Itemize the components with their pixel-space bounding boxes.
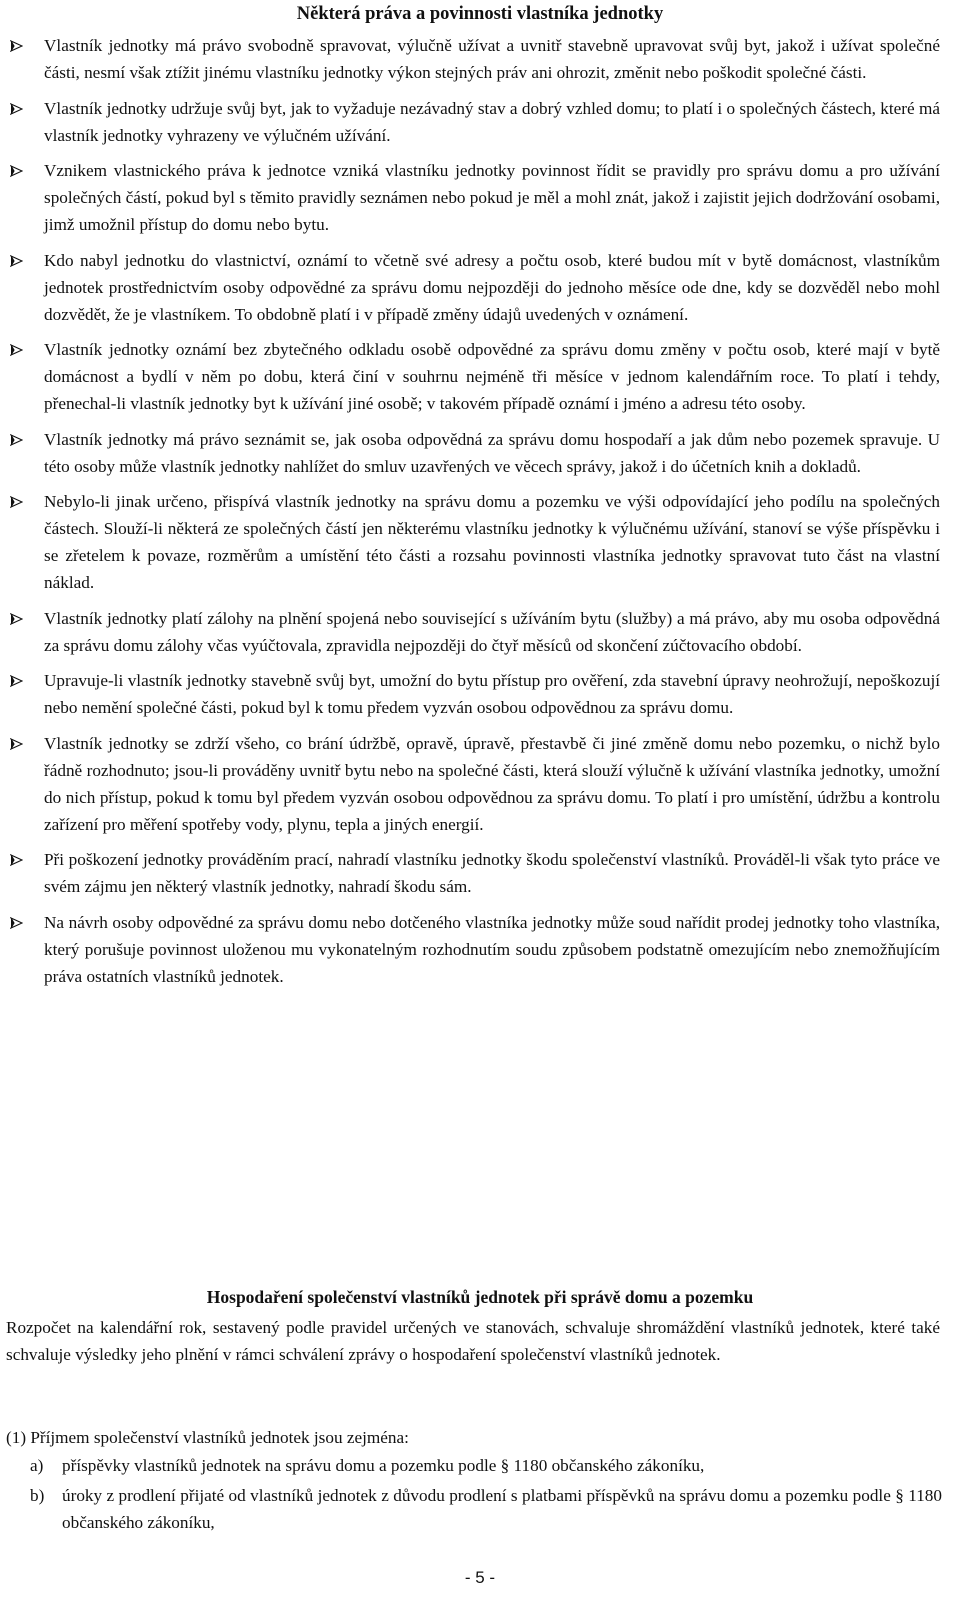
budget-paragraph: Rozpočet na kalendářní rok, sestavený podle pravidel určených ve stanovách, schvaluje shromáždění vlastníků jednotek, které také schvaluje výsledky jeho plnění v rámci schválení zprávy o hospodaření společenství vlastníků jednotek.	[6, 1318, 940, 1364]
arrowhead-bullet-icon	[10, 613, 23, 625]
arrowhead-bullet-icon	[10, 738, 23, 750]
list-item	[8, 730, 940, 838]
list-item-text: Vlastník jednotky má právo seznámit se, jak osoba odpovědná za správu domu hospodaří a jak dům nebo pozemek spravuje. U této osoby může vlastník jednotky nahlížet do smluv uzavřených ve věcech správy, jakož i do účetních knih a dokladů.	[44, 429, 940, 476]
arrowhead-bullet-icon	[10, 854, 23, 866]
page-number: - 5 -	[464, 1568, 496, 1587]
list-item-text: Vlastník jednotky udržuje svůj byt, jak to vyžaduje nezávadný stav a dobrý vzhled domu; to platí i o společných částech, které má vlastník jednotky vyhrazeny ve výlučném užívání.	[44, 98, 940, 145]
arrowhead-bullet-icon	[10, 165, 23, 177]
list-item-text: Při poškození jednotky prováděním prací, nahradí vlastníku jednotky škodu společenství vlastníků. Prováděl-li však tyto práce ve svém zájmu jen některý vlastník jednotky, nahradí škodu sám.	[44, 850, 940, 896]
income-intro: (1) Příjmem společenství vlastníků jednotek jsou zejména:	[6, 1428, 409, 1447]
list-item-text: Nebylo-li jinak určeno, přispívá vlastník jednotky na správu domu a pozemku ve výši odpovídající jeho podílu na společných částech. Slouží-li některá ze společných částí jen některému vlastníku jednotky k výlučnému užívání, stanoví se výše příspěvku i se zřetelem k povaze, rozměrům a umístění této části a rozsahu povinnosti vlastníka jednotky spravovat tuto část na vlastní náklad.	[44, 492, 940, 592]
income-item-text: úroky z prodlení přijaté od vlastníků jednotek z důvodu prodlení s platbami příspěvků na správu domu a pozemku podle § 1180 občanského zákoníku,	[62, 1486, 942, 1532]
list-item	[8, 426, 940, 480]
list-item-text: Vlastník jednotky platí zálohy na plnění spojená nebo související s užíváním bytu (služby) a má právo, aby mu osoba odpovědná za správu domu zálohy včas vyúčtovala, zpravidla nejpozději do čtyř měsíců od skončení zúčtovacího období.	[44, 608, 940, 655]
list-item-text: Na návrh osoby odpovědné za správu domu nebo dotčeného vlastníka jednotky může soud nařídit prodej jednotky toho vlastníka, který porušuje povinnost uloženou mu vykonatelným rozhodnutím soudu způsobem podstatně omezujícím nebo znemožňujícím práva ostatních vlastníků jednotek.	[44, 912, 940, 986]
list-item-text: Vlastník jednotky se zdrží všeho, co brání údržbě, opravě, úpravě, přestavbě či jiné změně domu nebo pozemku, o nichž bylo řádně rozhodnuto; jsou-li prováděny uvnitř bytu nebo na společné části, která slouží výlučně k užívání vlastníka jednotky, umožní do nich přístup, pokud k tomu byl předem vyzván osobou odpovědnou za správu domu. To platí i pro umístění, údržbu a kontrolu zařízení pro měření spotřeby vody, plynu, tepla a jiných energií.	[44, 733, 940, 834]
list-item-text: Vlastník jednotky má právo svobodně spravovat, výlučně užívat a uvnitř stavebně upravovat svůj byt, jakož i užívat společné části, nesmí však ztížit jinému vlastníku jednotky výkon stejných práv ani ohrozit, změnit nebo poškodit společné části.	[44, 36, 940, 82]
list-item	[8, 95, 940, 149]
document-title: Některá práva a povinnosti vlastníka jednotky	[296, 4, 664, 24]
arrowhead-bullet-icon	[10, 917, 23, 929]
list-item	[8, 605, 940, 659]
list-item	[8, 667, 940, 721]
list-item-text: Vznikem vlastnického práva k jednotce vzniká vlastníku jednotky povinnost řídit se pravidly pro správu domu a pro užívání společných částí, pokud byl s těmito pravidly seznámen nebo pokud je měl a mohl znát, jakož i zajistit jejich dodržování osobami, jimž umožnil přístup do domu nebo bytu.	[44, 161, 940, 234]
income-item	[30, 1482, 942, 1536]
list-item	[8, 247, 940, 328]
arrowhead-bullet-icon	[10, 344, 23, 356]
list-item	[8, 157, 940, 238]
list-item	[8, 846, 940, 900]
rights-obligations-list	[8, 32, 940, 998]
list-item-text: Upravuje-li vlastník jednotky stavebně svůj byt, umožní do bytu přístup pro ověření, zda stavební úpravy neohrožují, nepoškozují nebo nemění společné části, pokud byl k tomu předem vyzván osobou odpovědnou za správu domu.	[44, 671, 940, 717]
income-item-marker: a)	[30, 1456, 44, 1475]
list-item-text: Kdo nabyl jednotku do vlastnictví, oznámí to včetně své adresy a počtu osob, které budou mít v bytě domácnost, vlastníkům jednotek prostřednictvím osoby odpovědné za správu domu nejpozději do jednoho měsíce ode dne, kdy se dozvěděl nebo mohl dozvědět, že je vlastníkem. To obdobně platí i v případě změny údajů uvedených v oznámení.	[44, 250, 940, 324]
income-item-text: příspěvky vlastníků jednotek na správu domu a pozemku podle § 1180 občanského zákoníku,	[62, 1456, 705, 1475]
income-item-marker: b)	[30, 1486, 45, 1505]
arrowhead-bullet-icon	[10, 675, 23, 687]
income-item	[30, 1452, 942, 1479]
arrowhead-bullet-icon	[10, 103, 23, 115]
arrowhead-bullet-icon	[10, 255, 23, 267]
arrowhead-bullet-icon	[10, 496, 23, 508]
list-item	[8, 336, 940, 417]
arrowhead-bullet-icon	[10, 40, 23, 52]
list-item	[8, 32, 940, 86]
section-heading: Hospodaření společenství vlastníků jednotek při správě domu a pozemku	[206, 1287, 754, 1307]
income-list	[30, 1452, 942, 1539]
list-item-text: Vlastník jednotky oznámí bez zbytečného odkladu osobě odpovědné za správu domu změny v počtu osob, které mají v bytě domácnost a bydlí v něm po dobu, která činí v souhrnu nejméně tři měsíce v jednom kalendářním roce. To platí i tehdy, přenechal-li vlastník jednotky byt k užívání jiné osobě; v takovém případě oznámí i jméno a adresu této osoby.	[44, 340, 940, 413]
arrowhead-bullet-icon	[10, 434, 23, 446]
list-item	[8, 488, 940, 596]
list-item	[8, 909, 940, 990]
